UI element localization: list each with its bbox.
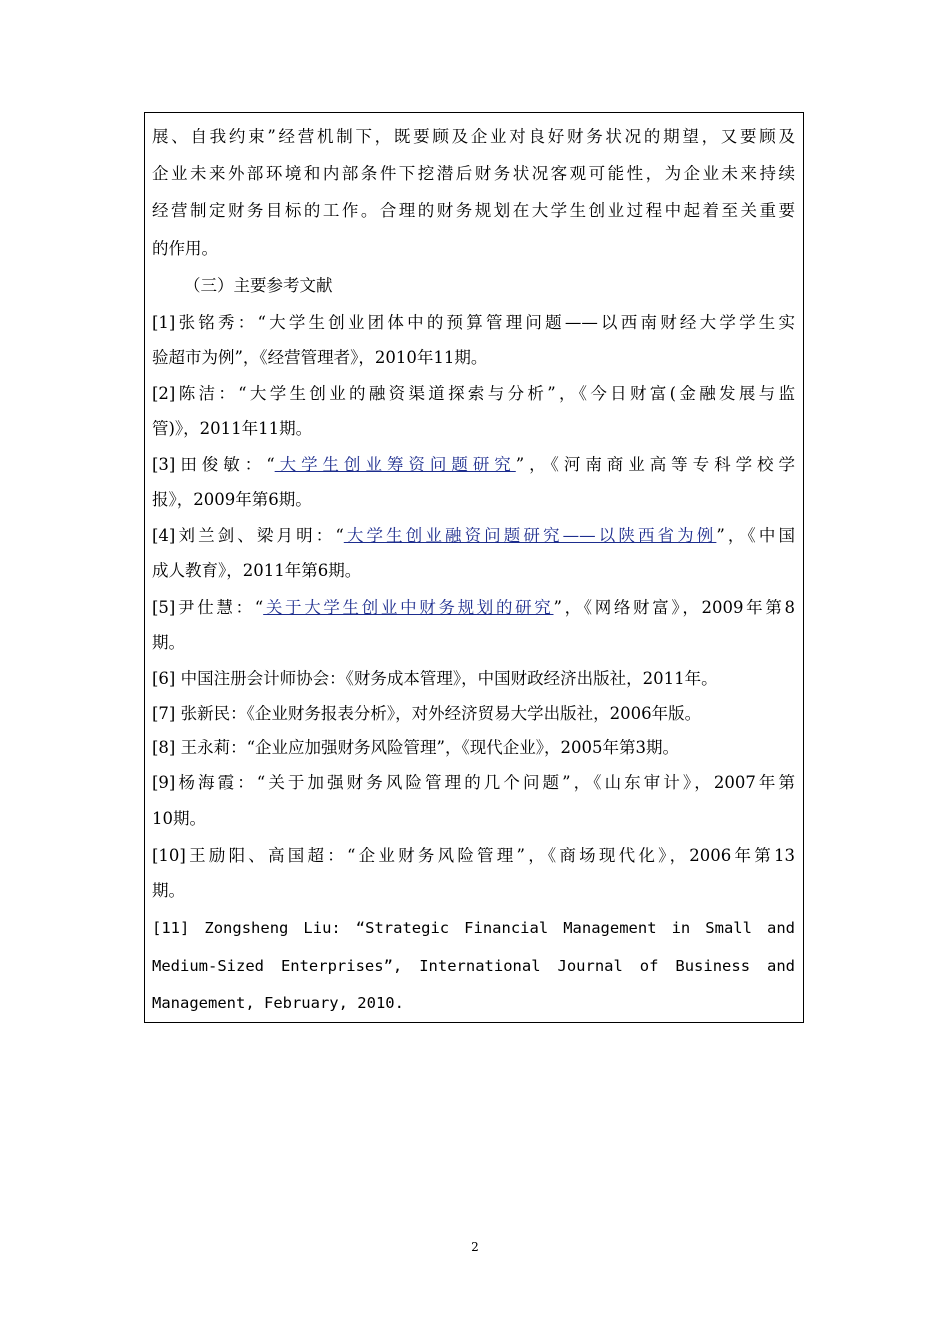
reference-5-prefix: [5]尹仕慧：“ — [152, 598, 264, 617]
reference-6: [6] 中国注册会计师协会：《财务成本管理》，中国财政经济出版社，2011年。 — [152, 669, 718, 688]
reference-9-line-2: 10期。 — [152, 809, 206, 828]
page-number: 2 — [471, 1240, 479, 1254]
reference-3-suffix: ”，《河南商业高等专科学校学 — [515, 455, 796, 474]
reference-3-line-1 — [152, 454, 795, 476]
reference-4-line-1 — [152, 525, 795, 547]
reference-3-link[interactable]: 大学生创业筹资问题研究 — [274, 455, 516, 474]
reference-2-line-2: 管)》，2011年11期。 — [152, 419, 313, 438]
reference-7: [7] 张新民：《企业财务报表分析》，对外经济贸易大学出版社，2006年版。 — [152, 704, 702, 723]
reference-11-line-2: Medium-Sized Enterprises”, International Journal of Business and — [152, 957, 795, 975]
intro-line-3: 经营制定财务目标的工作。合理的财务规划在大学生创业过程中起着至关重要 — [152, 201, 795, 220]
reference-9-line-1: [9]杨海霞：“关于加强财务风险管理的几个问题”，《山东审计》，2007年第 — [152, 773, 795, 792]
reference-10-line-2: 期。 — [152, 881, 185, 900]
intro-line-4: 的作用。 — [152, 239, 218, 258]
reference-5-line-2: 期。 — [152, 633, 185, 652]
reference-5-link[interactable]: 关于大学生创业中财务规划的研究 — [263, 598, 554, 617]
reference-4-suffix: ”，《中国 — [716, 526, 795, 545]
reference-2-line-1: [2]陈洁：“大学生创业的融资渠道探索与分析”，《今日财富(金融发展与监 — [152, 384, 795, 403]
intro-line-1: 展、自我约束”经营机制下，既要顾及企业对良好财务状况的期望，又要顾及 — [152, 127, 795, 146]
reference-1-line-2: 验超市为例”，《经营管理者》，2010年11期。 — [152, 348, 488, 367]
reference-10-line-1: [10]王励阳、高国超：“企业财务风险管理”，《商场现代化》，2006年第13 — [152, 846, 795, 865]
intro-line-2: 企业未来外部环境和内部条件下挖潜后财务状况客观可能性，为企业未来持续 — [152, 164, 795, 183]
reference-4-line-2: 成人教育》，2011年第6期。 — [152, 561, 362, 580]
reference-5-suffix: ”，《网络财富》，2009年第8 — [553, 598, 795, 617]
reference-11-line-1: [11] Zongsheng Liu: “Strategic Financial Management in Small and — [152, 919, 795, 937]
reference-8: [8] 王永莉：“企业应加强财务风险管理”，《现代企业》，2005年第3期。 — [152, 738, 679, 757]
reference-5-line-1 — [152, 597, 795, 619]
section-heading: （三）主要参考文献 — [184, 276, 333, 295]
reference-4-prefix: [4]刘兰剑、梁月明：“ — [152, 526, 344, 545]
reference-4-link[interactable]: 大学生创业融资问题研究——以陕西省为例 — [343, 526, 717, 545]
reference-3-prefix: [3]田俊敏：“ — [152, 455, 275, 474]
reference-3-line-2: 报》，2009年第6期。 — [152, 490, 312, 509]
reference-1-line-1: [1]张铭秀：“大学生创业团体中的预算管理问题——以西南财经大学学生实 — [152, 313, 795, 332]
reference-11-line-3: Management, February, 2010. — [152, 994, 404, 1012]
